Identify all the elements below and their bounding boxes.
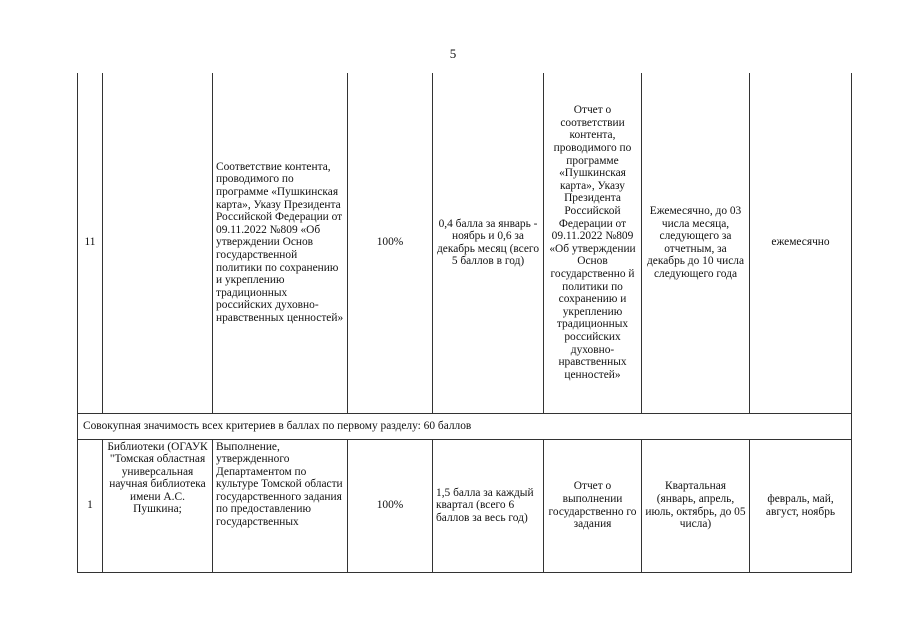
page-number: 5 <box>449 46 457 61</box>
value-cell: 100% <box>348 439 433 572</box>
report-cell: Отчет о соответствии контента, проводимого по программе «Пушкинская карта», Указу Президента Российской Федерации от 09.11.2022 №809 «Об утверждении Основ государственно й политики по сохранению и укреплению традиционных российских духовно-нравственных ценностей» <box>544 73 642 413</box>
criterion-cell: Выполнение, утвержденного Департаментом по культуре Томской области государственного задания по предоставлению государственных <box>213 439 348 572</box>
table-row <box>78 73 852 413</box>
score-cell: 1,5 балла за каждый квартал (всего 6 баллов за весь год) <box>433 439 544 572</box>
criterion-cell: Соответствие контента, проводимого по программе «Пушкинская карта», Указу Президента Российской Федерации от 09.11.2022 №809 «Об утверждении Основ государственной политики по сохранению и укреплению традиционных российских духовно-нравственных ценностей» <box>213 73 348 413</box>
score-cell: 0,4 балла за январь - ноябрь и 0,6 за декабрь месяц (всего 5 баллов в год) <box>433 73 544 413</box>
summary-row <box>78 413 852 439</box>
period-cell: ежемесячно <box>750 73 852 413</box>
organization-cell <box>103 73 213 413</box>
report-cell: Отчет о выполнении государственно го задания <box>544 439 642 572</box>
period-cell: февраль, май, август, ноябрь <box>750 439 852 572</box>
organization-cell: Библиотеки (ОГАУК "Томская областная универсальная научная библиотека имени А.С. Пушкина; <box>103 439 213 572</box>
row-number: 11 <box>78 73 103 413</box>
table-row <box>78 439 852 572</box>
summary-text: Совокупная значимость всех критериев в баллах по первому разделу: 60 баллов <box>78 413 852 439</box>
deadline-cell: Квартальная (январь, апрель, июль, октябрь, до 05 числа) <box>642 439 750 572</box>
value-cell: 100% <box>348 73 433 413</box>
row-number: 1 <box>78 439 103 572</box>
deadline-cell: Ежемесячно, до 03 числа месяца, следующего за отчетным, за декабрь до 10 числа следующего года <box>642 73 750 413</box>
criteria-table <box>77 73 852 573</box>
